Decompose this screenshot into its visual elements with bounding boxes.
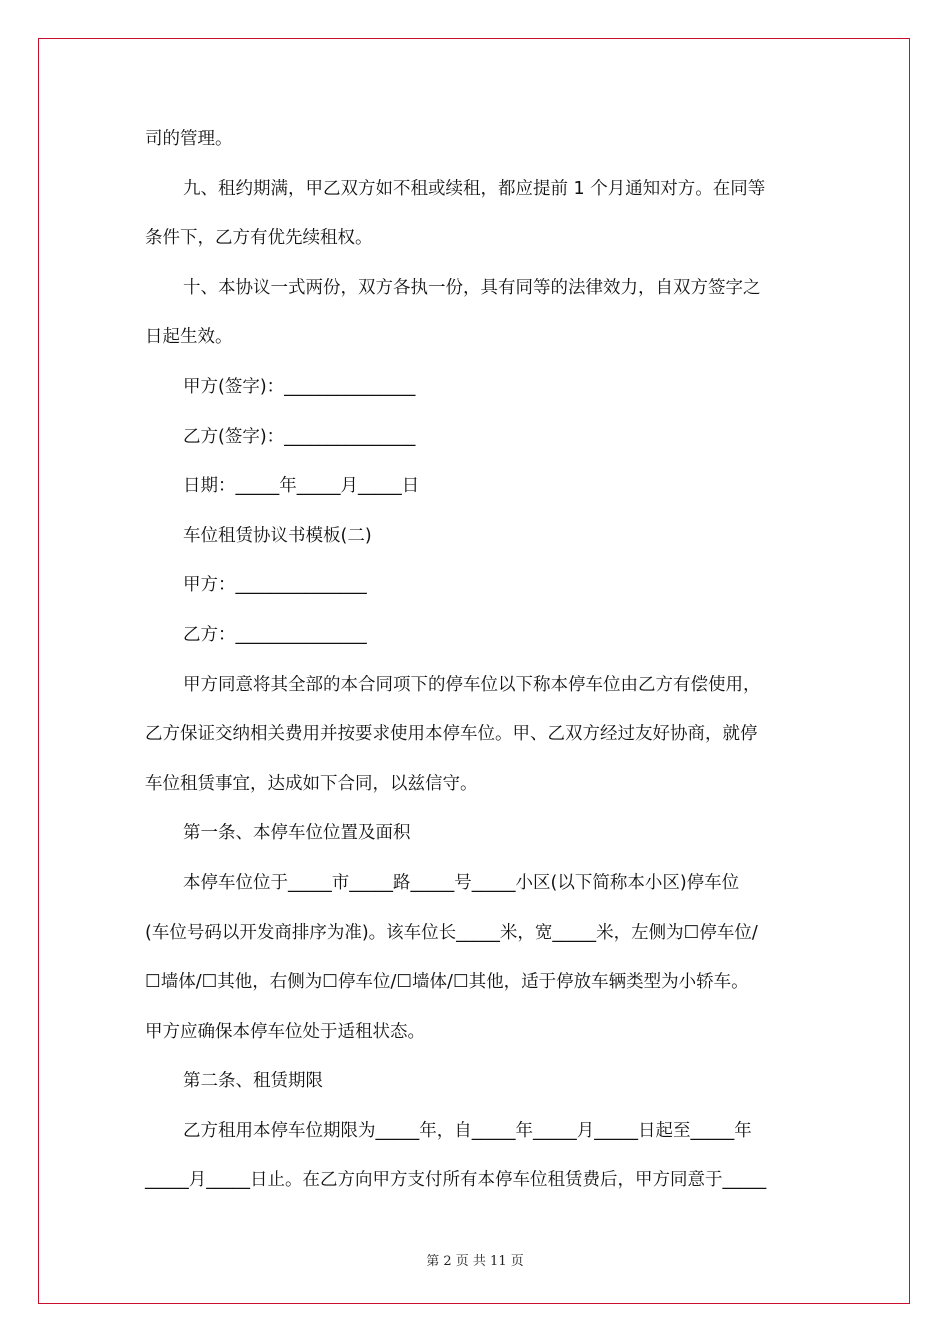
text-line: 甲方应确保本停车位处于适租状态。: [145, 1021, 425, 1042]
text-line: ☐墙体/☐其他，右侧为☐停车位/☐墙体/☐其他，适于停放车辆类型为小轿车。: [145, 972, 749, 993]
text-line: 日起生效。: [145, 327, 233, 348]
section-title: 车位租赁协议书模板(二): [183, 525, 372, 546]
text-line: _____月_____日止。在乙方向甲方支付所有本停车位租赁费后，甲方同意于_____: [145, 1170, 767, 1191]
party-b-line: 乙方：_______________: [183, 624, 367, 645]
text-line: 司的管理。: [145, 129, 233, 149]
text-line: 本停车位位于_____市_____路_____号_____小区(以下简称本小区)停车位: [183, 872, 740, 893]
article-heading: 第一条、本停车位位置及面积: [183, 823, 411, 844]
party-a-line: 甲方：_______________: [183, 575, 367, 596]
text-line: 车位租赁事宜，达成如下合同，以兹信守。: [145, 773, 478, 794]
text-line: (车位号码以开发商排序为准)。该车位长_____米，宽_____米，左侧为☐停车位/: [145, 922, 758, 943]
text-line: 乙方保证交纳相关费用并按要求使用本停车位。甲、乙双方经过友好协商，就停: [145, 724, 758, 745]
date-line: 日期：_____年_____月_____日: [183, 476, 420, 497]
text-line: 九、租约期满，甲乙双方如不租或续租，都应提前 1 个月通知对方。在同等: [183, 178, 766, 199]
article-heading: 第二条、租赁期限: [183, 1071, 323, 1092]
text-line: 条件下，乙方有优先续租权。: [145, 228, 373, 249]
text-line: 乙方租用本停车位期限为_____年，自_____年_____月_____日起至_____年: [183, 1120, 752, 1141]
text-line: 甲方同意将其全部的本合同项下的停车位以下称本停车位由乙方有偿使用，: [183, 674, 761, 695]
page-footer: 第 2 页 共 11 页: [426, 1254, 524, 1269]
text-line: 十、本协议一式两份，双方各执一份，具有同等的法律效力，自双方签字之: [183, 277, 761, 298]
party-a-signature-line: 甲方(签字)：_______________: [183, 376, 416, 397]
document-body: [145, 115, 810, 1206]
party-b-signature-line: 乙方(签字)：_______________: [183, 426, 416, 447]
